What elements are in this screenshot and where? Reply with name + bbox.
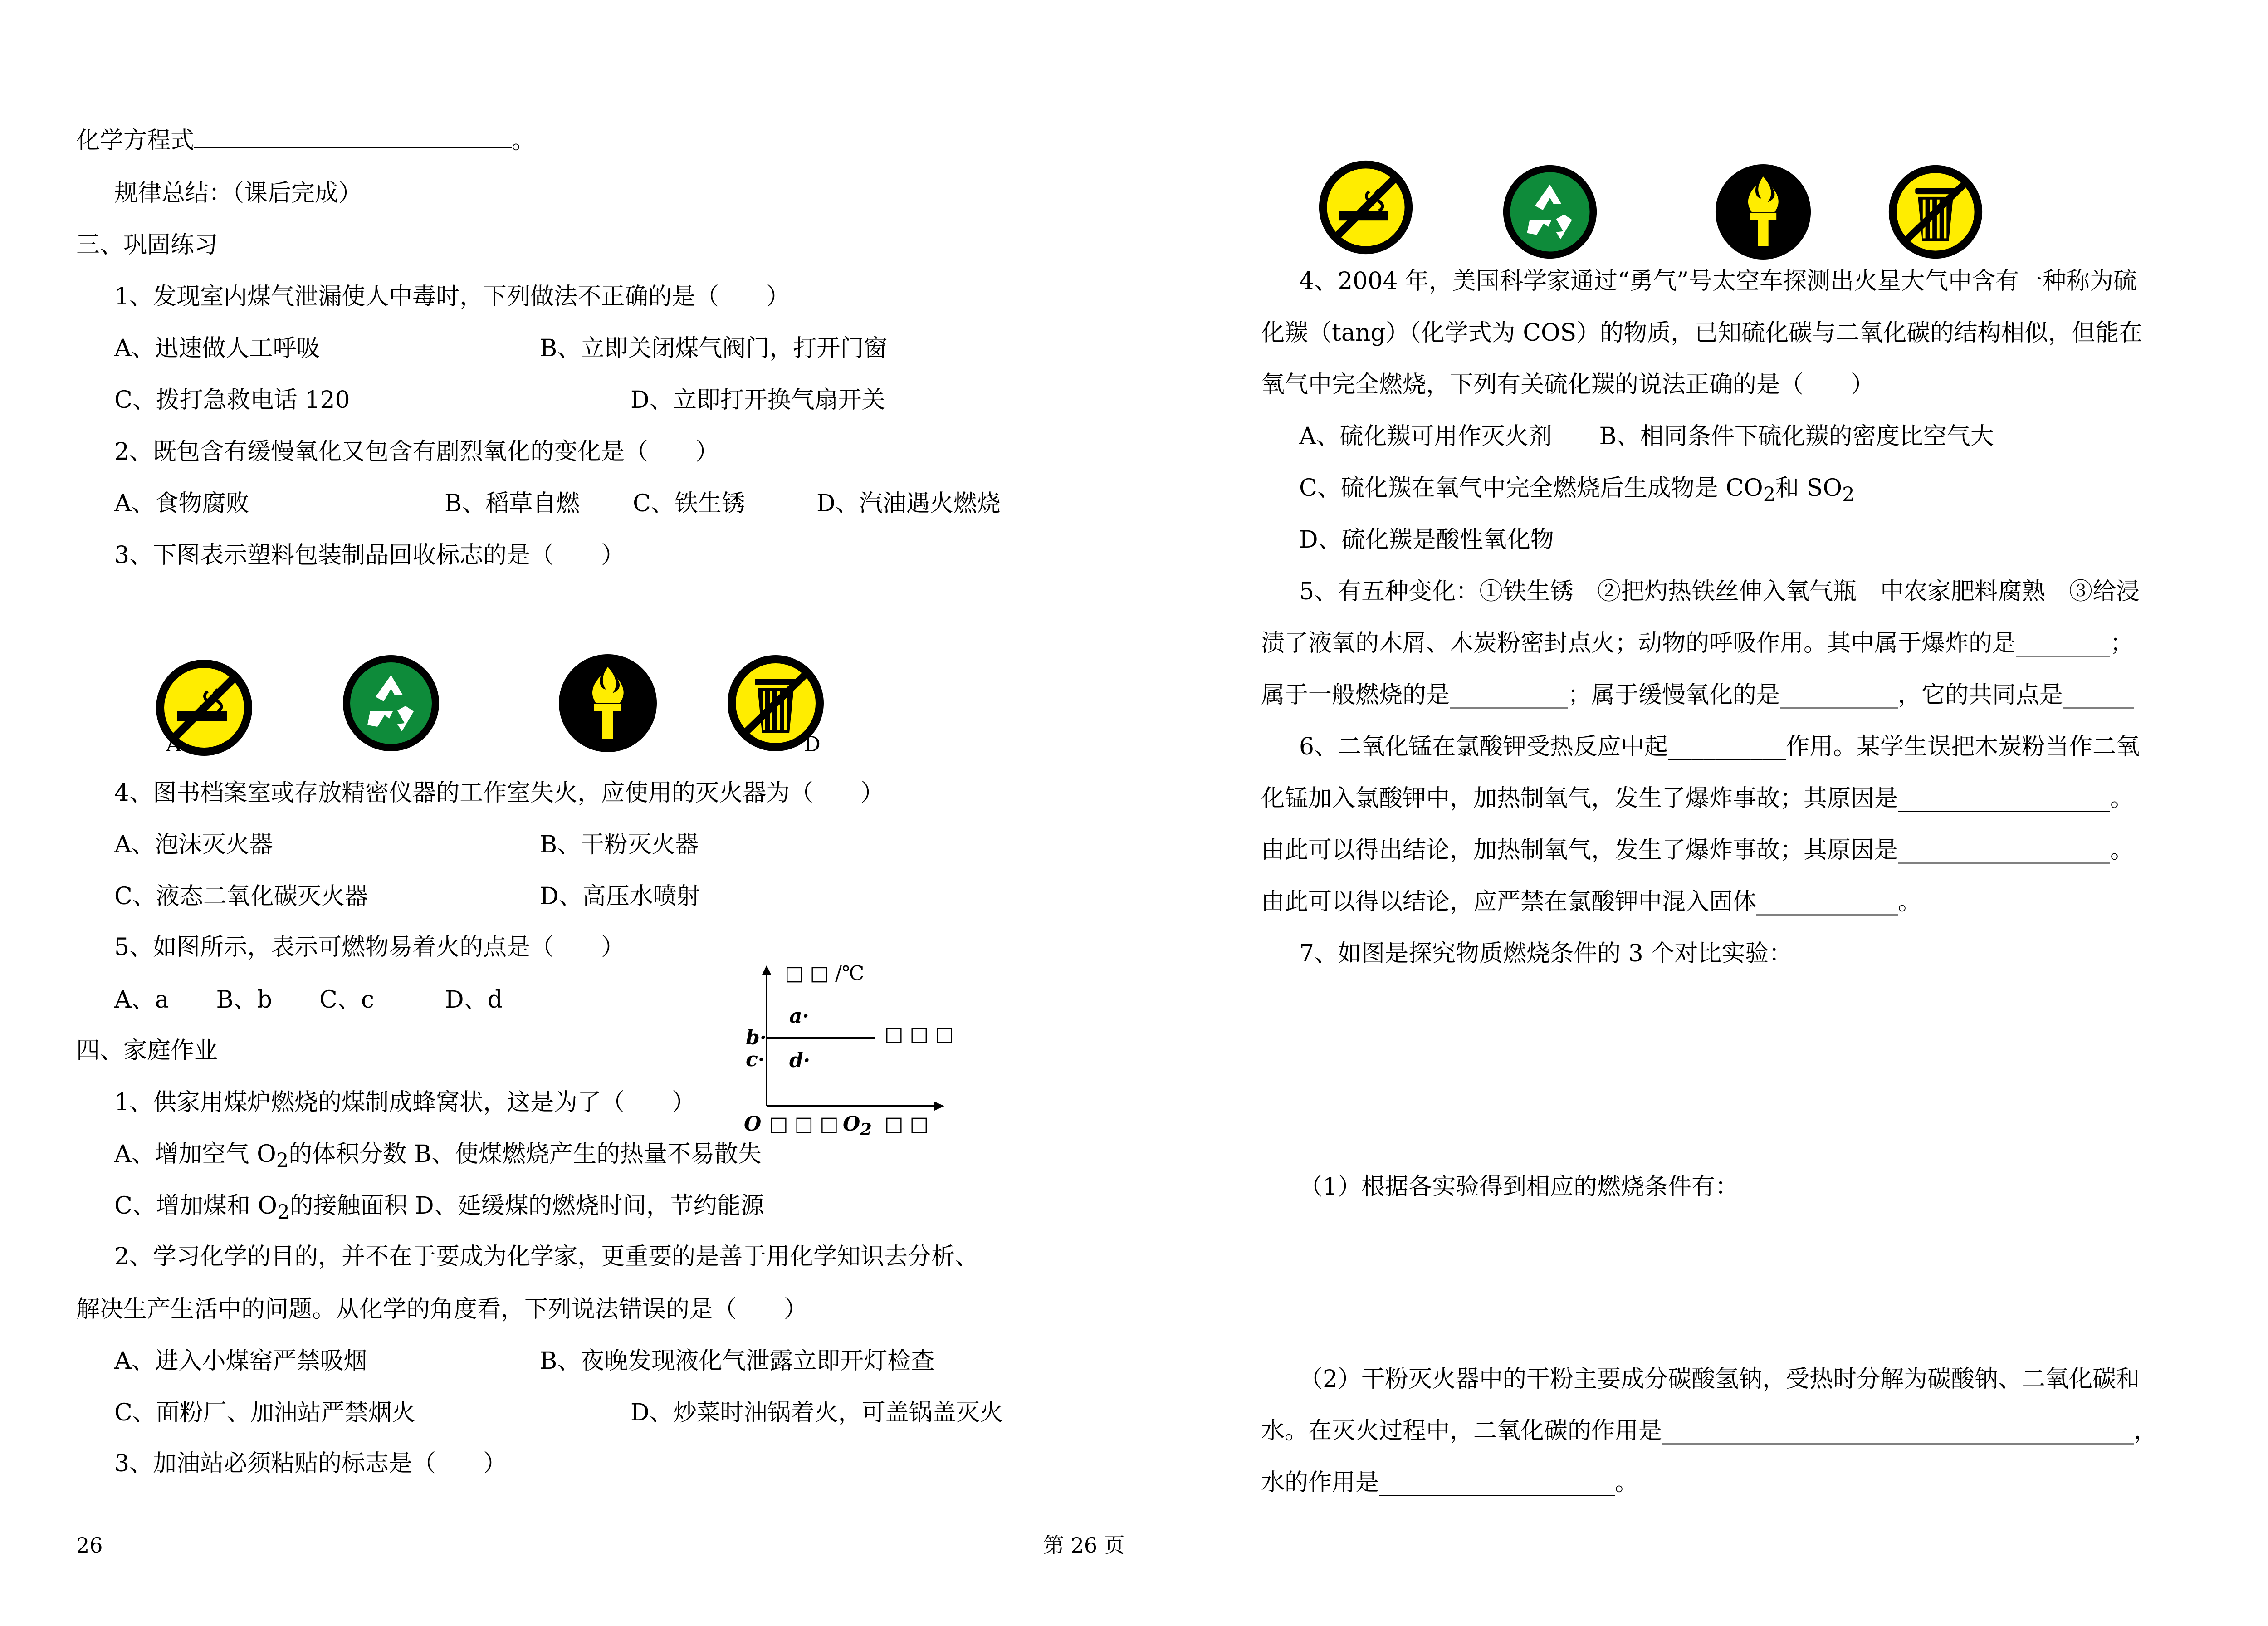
page-number: 26 xyxy=(76,1533,103,1557)
no-smoking-icon[interactable] xyxy=(1317,159,1414,256)
r4-options-ab: A、硫化羰可用作灭火剂 B、相同条件下硫化羰的密度比空气大 xyxy=(1299,423,1994,450)
ignition-graph xyxy=(739,961,975,1142)
question-r6-cont2: 由此可以得出结论，加热制氧气，发生了爆炸事故；其原因是__________________。 xyxy=(1261,837,2134,864)
question-2: 2、既包含有缓慢氧化又包含有剧烈氧化的变化是（ ） xyxy=(114,438,719,465)
h2-option-b: B、夜晚发现液化气泄露立即开灯检查 xyxy=(540,1347,935,1375)
question-r6-cont1: 化锰加入氯酸钾中，加热制氧气，发生了爆炸事故；其原因是__________________。 xyxy=(1261,785,2134,812)
q2-option-b: B、稻草自燃 xyxy=(445,490,580,517)
q2-option-a: A、食物腐败 xyxy=(114,490,249,517)
question-r4: 4、2004 年，美国科学家通过“勇气”号太空车探测出火星大气中含有一种称为硫 xyxy=(1299,268,2137,295)
q4-option-b: B、干粉灭火器 xyxy=(540,831,699,858)
torch-icon[interactable] xyxy=(558,653,658,753)
q4-option-c: C、液态二氧化碳灭火器 xyxy=(114,883,368,910)
question-r7-part1: （1）根据各实验得到相应的燃烧条件有： xyxy=(1299,1173,1739,1200)
y-axis-label: □ □ /℃ xyxy=(785,962,865,985)
no-litter-bin-icon[interactable] xyxy=(1887,163,1984,260)
x-axis-o2: $O_2$ xyxy=(843,1112,872,1139)
question-1: 1、发现室内煤气泄漏使人中毒时，下列做法不正确的是（ ） xyxy=(114,283,790,310)
page-label: 第 26 页 xyxy=(1043,1533,1125,1557)
question-r7-part2: （2）干粉灭火器中的干粉主要成分碳酸氢钠，受热时分解为碳酸钠、二氧化碳和 xyxy=(1299,1366,2140,1393)
icon-label-d: D xyxy=(804,732,821,756)
h2-option-c: C、面粉厂、加油站严禁烟火 xyxy=(114,1399,415,1426)
question-r7-part2-cont2: 水的作用是____________________。 xyxy=(1261,1469,1639,1496)
question-r6-cont3: 由此可以得以结论，应严禁在氯酸钾中混入固体____________。 xyxy=(1261,888,1922,916)
answer-blank[interactable] xyxy=(194,127,512,148)
q1-option-c: C、拨打急救电话 120 xyxy=(114,387,350,414)
q1-option-d: D、立即打开换气扇开关 xyxy=(631,387,885,414)
r4-option-d: D、硫化羰是酸性氧化物 xyxy=(1299,526,1554,553)
question-r5-cont2: 属于一般燃烧的是__________；属于缓慢氧化的是__________，它的共同点是______ xyxy=(1261,681,2134,709)
question-3: 3、下图表示塑料包装制品回收标志的是（ ） xyxy=(114,542,625,569)
q2-option-d: D、汽油遇火燃烧 xyxy=(816,490,1001,517)
recycle-icon[interactable] xyxy=(1501,163,1598,260)
x-axis-label-mid: □ □ □ xyxy=(769,1112,839,1136)
summary-line: 规律总结：（课后完成） xyxy=(114,180,362,207)
question-r4-cont2: 氧气中完全燃烧，下列有关硫化羰的说法正确的是（ ） xyxy=(1261,371,1875,398)
section-heading-4: 四、家庭作业 xyxy=(76,1037,218,1064)
period: 。 xyxy=(512,127,536,154)
h1-options-ab: A、增加空气 $O_2$的体积分数 B、使煤燃烧产生的热量不易散失 xyxy=(114,1141,762,1172)
equation-label: 化学方程式 xyxy=(76,127,195,154)
point-a: a· xyxy=(789,1004,809,1028)
origin-label: O xyxy=(744,1112,762,1136)
question-r7-part2-cont1: 水。在灭火过程中，二氧化碳的作用是________________________________________， xyxy=(1261,1417,2158,1445)
line-label: □ □ □ xyxy=(885,1023,954,1046)
question-r5-cont1: 渍了液氧的木屑、木炭粉密封点火；动物的呼吸作用。其中属于爆炸的是________； xyxy=(1261,630,2134,657)
torch-icon[interactable] xyxy=(1715,163,1812,260)
q1-option-b: B、立即关闭煤气阀门，打开门窗 xyxy=(540,335,888,362)
icon-label-a: A xyxy=(166,732,181,756)
h1-options-cd: C、增加煤和 $O_2$的接触面积 D、延缓煤的燃烧时间，节约能源 xyxy=(114,1192,764,1224)
q2-option-c: C、铁生锈 xyxy=(633,490,745,517)
q4-option-d: D、高压水喷射 xyxy=(540,883,700,910)
question-5: 5、如图所示，表示可燃物易着火的点是（ ） xyxy=(114,934,625,961)
q1-option-a: A、迅速做人工呼吸 xyxy=(114,335,320,362)
question-4: 4、图书档案室或存放精密仪器的工作室失火，应使用的灭火器为（ ） xyxy=(114,779,885,807)
question-r6: 6、二氧化锰在氯酸钾受热反应中起__________作用。某学生误把木炭粉当作二氧 xyxy=(1299,733,2140,760)
h2-option-d: D、炒菜时油锅着火，可盖锅盖灭火 xyxy=(631,1399,1003,1426)
question-r7: 7、如图是探究物质燃烧条件的 3 个对比实验： xyxy=(1299,940,1793,967)
q5-options: A、a B、b C、c D、d xyxy=(114,986,503,1014)
homework-2-cont: 解决生产生活中的问题。从化学的角度看，下列说法错误的是（ ） xyxy=(76,1296,808,1323)
point-b: b· xyxy=(746,1026,767,1049)
r4-option-c: C、硫化羰在氧气中完全燃烧后生成物是 $CO_2$和 $SO_2$ xyxy=(1299,475,1855,506)
q4-option-a: A、泡沫灭火器 xyxy=(114,831,273,858)
homework-3: 3、加油站必须粘贴的标志是（ ） xyxy=(114,1450,507,1477)
homework-2: 2、学习化学的目的，并不在于要成为化学家，更重要的是善于用化学知识去分析、 xyxy=(114,1243,979,1270)
point-c: c· xyxy=(746,1048,765,1071)
homework-1: 1、供家用煤炉燃烧的煤制成蜂窝状，这是为了（ ） xyxy=(114,1089,696,1116)
h2-option-a: A、进入小煤窑严禁吸烟 xyxy=(114,1347,367,1375)
recycle-icon[interactable] xyxy=(341,653,441,753)
question-r4-cont1: 化羰（tang）（化学式为 COS）的物质，已知硫化碳与二氧化碳的结构相似，但能在 xyxy=(1261,319,2143,347)
question-r5: 5、有五种变化：①铁生锈 ②把灼热铁丝伸入氧气瓶 中农家肥料腐熟 ③给浸 xyxy=(1299,578,2140,605)
section-heading-3: 三、巩固练习 xyxy=(76,231,218,259)
equation-line xyxy=(76,127,535,154)
x-axis-label-end: □ □ xyxy=(885,1112,929,1136)
point-d: d· xyxy=(789,1049,811,1072)
